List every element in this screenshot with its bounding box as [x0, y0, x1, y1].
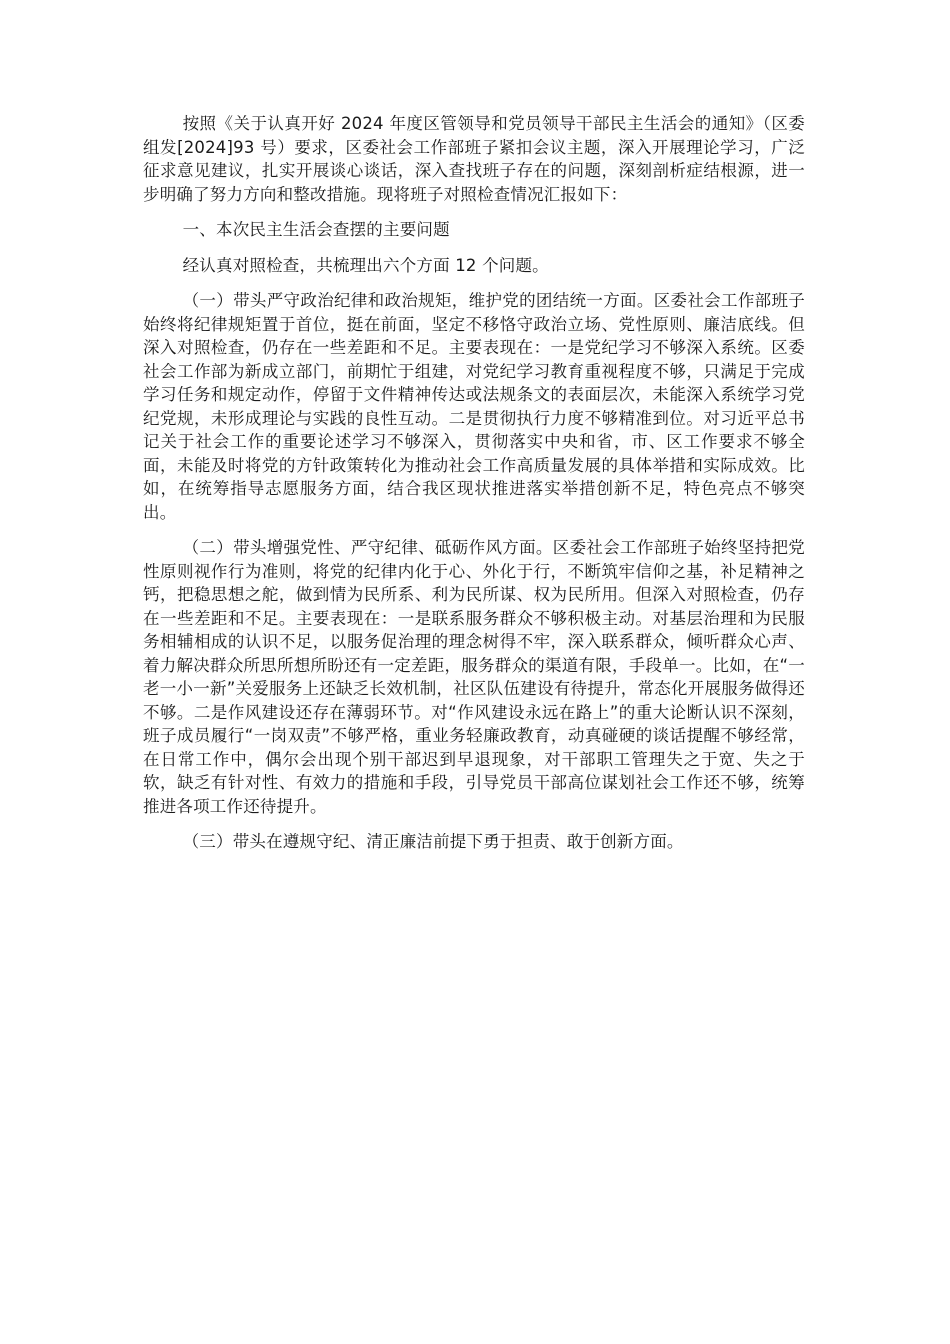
issue-3-heading: （三）带头在遵规守纪、清正廉洁前提下勇于担责、敢于创新方面。 — [182, 832, 684, 851]
issue-1-paragraph: （一）带头严守政治纪律和政治规矩，维护党的团结统一方面。区委社会工作部班子始终将纪律规矩置于首位，挺在前面，坚定不移恪守政治立场、党性原则、廉洁底线。但深入对照检查，仍存在一些差距和不足。主要表现在：一是党纪学习不够深入系统。区委社会工作部为新成立部门，前期忙于组建，对党纪学习教育重视程度不够，只满足于完成学习任务和规定动作，停留于文件精神传达或法规条文的表面层次，未能深入系统学习党纪党规，未形成理论与实践的良性互动。二是贯彻执行力度不够精准到位。对习近平总书记关于社会工作的重要论述学习不够深入，贯彻落实中央和省，市、区工作要求不够全面，未能及时将党的方针政策转化为推动社会工作高质量发展的具体举措和实际成效。比如，在统筹指导志愿服务方面，结合我区现状推进落实举措创新不足，特色亮点不够突出。 — [143, 291, 805, 522]
issue-2-paragraph: （二）带头增强党性、严守纪律、砥砺作风方面。区委社会工作部班子始终坚持把党性原则视作行为准则，将党的纪律内化于心、外化于行，不断筑牢信仰之基，补足精神之钙，把稳思想之舵，做到情为民所系、利为民所谋、权为民所用。但深入对照检查，仍存在一些差距和不足。主要表现在：一是联系服务群众不够积极主动。对基层治理和为民服务相辅相成的认识不足，以服务促治理的理念树得不牢，深入联系群众，倾听群众心声、着力解决群众所思所想所盼还有一定差距，服务群众的渠道有限，手段单一。比如，在“一老一小一新”关爱服务上还缺乏长效机制，社区队伍建设有待提升，常态化开展服务做得还不够。二是作风建设还存在薄弱环节。对“作风建设永远在路上”的重大论断认识不深刻，班子成员履行“一岗双责”不够严格，重业务轻廉政教育，动真碰硬的谈话提醒不够经常，在日常工作中，偶尔会出现个别干部迟到早退现象，对干部职工管理失之于宽、失之于软，缺乏有针对性、有效力的措施和手段，引导党员干部高位谋划社会工作还不够，统筹推进各项工作还待提升。 — [143, 538, 805, 816]
document-body — [143, 112, 805, 866]
summary-paragraph: 经认真对照检查，共梳理出六个方面 12 个问题。 — [182, 255, 549, 275]
section-heading: 一、本次民主生活会查摆的主要问题 — [182, 220, 450, 239]
intro-paragraph: 按照《关于认真开好 2024 年度区管领导和党员领导干部民主生活会的通知》（区委组发[2024]93 号）要求，区委社会工作部班子紧扣会议主题，深入开展理论学习，广泛征求意见建议，扎实开展谈心谈话，深入查找班子存在的问题，深刻剖析症结根源，进一步明确了努力方向和整改措施。现将班子对照检查情况汇报如下： — [143, 114, 805, 204]
